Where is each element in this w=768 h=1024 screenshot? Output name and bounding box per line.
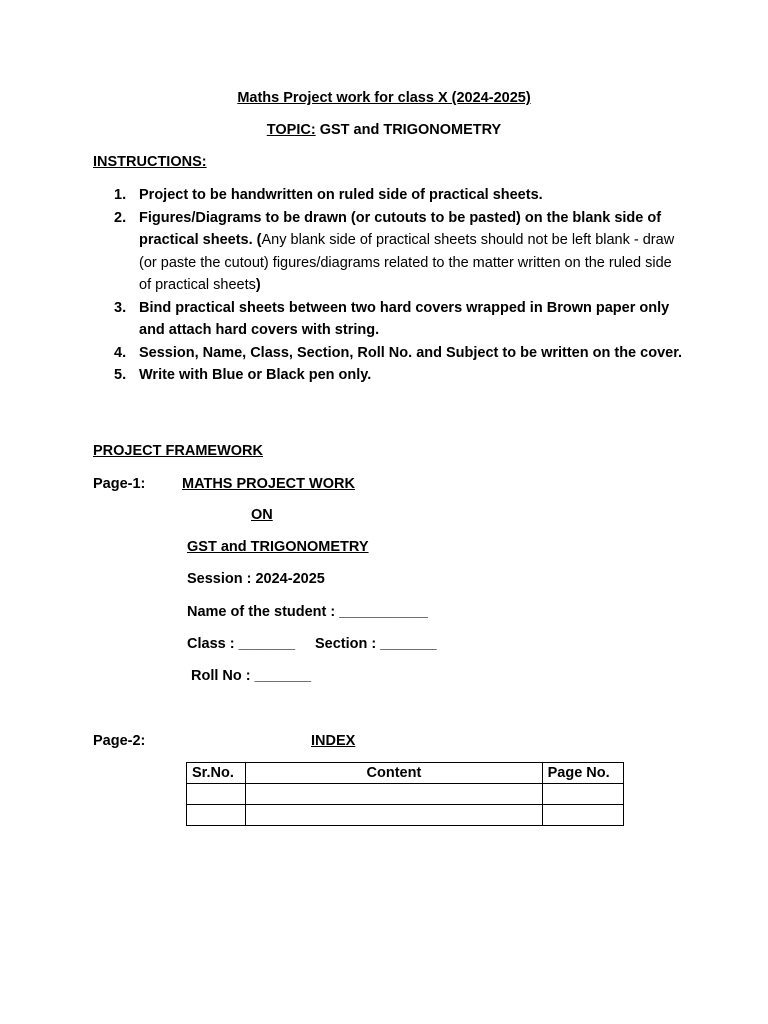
page1-student-name: Name of the student : ___________	[187, 604, 428, 620]
topic-line	[0, 122, 768, 138]
instruction-item	[114, 297, 684, 342]
page1-on: ON	[251, 507, 273, 523]
page1-roll-no: Roll No : _______	[191, 668, 312, 684]
table-header-row	[187, 763, 624, 784]
instruction-text: Session, Name, Class, Section, Roll No. and Subject to be written on the cover.	[139, 344, 683, 361]
instruction-close-paren: )	[255, 277, 261, 293]
table-cell	[542, 784, 623, 805]
column-header-pageno: Page No.	[542, 763, 623, 784]
instruction-number: 2.	[114, 209, 127, 226]
instruction-item	[114, 207, 684, 297]
page2-label: Page-2:	[93, 733, 146, 749]
instruction-item	[114, 342, 684, 365]
column-header-srno: Sr.No.	[187, 763, 246, 784]
instruction-number: 5.	[114, 367, 127, 383]
instruction-text: Figures/Diagrams to be drawn (or cutouts to be pasted) on the blank side of practical sheets. (	[139, 209, 662, 248]
table-cell	[187, 784, 246, 805]
page1-topic: GST and TRIGONOMETRY	[187, 539, 369, 555]
document-title: Maths Project work for class X (2024-2025)	[237, 90, 531, 106]
table-row	[187, 805, 624, 826]
table-cell	[246, 805, 542, 826]
framework-heading: PROJECT FRAMEWORK	[93, 443, 263, 459]
table-cell	[246, 784, 542, 805]
page1-session: Session : 2024-2025	[187, 571, 325, 587]
table-cell	[187, 805, 246, 826]
instructions-list	[114, 184, 684, 387]
index-table	[186, 762, 624, 826]
instruction-number: 1.	[114, 187, 127, 203]
instruction-item	[114, 364, 684, 387]
instruction-text: Write with Blue or Black pen only.	[139, 367, 372, 383]
instruction-note: Any blank side of practical sheets should not be left blank - draw (or paste the cutout) figures/diagrams related to the matter written on the ruled side of practical sheets	[139, 232, 675, 293]
table-row	[187, 784, 624, 805]
page1-class: Class : _______	[187, 636, 296, 652]
table-cell	[542, 805, 623, 826]
instructions-heading: INSTRUCTIONS:	[93, 154, 207, 170]
instruction-text: Project to be handwritten on ruled side of practical sheets.	[139, 187, 543, 203]
column-header-content: Content	[246, 763, 542, 784]
instruction-number: 3.	[114, 299, 127, 316]
instruction-number: 4.	[114, 344, 127, 361]
page1-label: Page-1:	[93, 476, 146, 492]
page1-section: Section : _______	[315, 636, 437, 652]
topic-value: GST and TRIGONOMETRY	[319, 122, 502, 138]
instruction-item	[114, 184, 684, 207]
page1-project-title: MATHS PROJECT WORK	[182, 476, 355, 492]
topic-label: TOPIC:	[266, 122, 316, 138]
instruction-text: Bind practical sheets between two hard covers wrapped in Brown paper only and attach hard covers with string.	[139, 299, 670, 338]
page2-index-heading: INDEX	[311, 733, 356, 749]
